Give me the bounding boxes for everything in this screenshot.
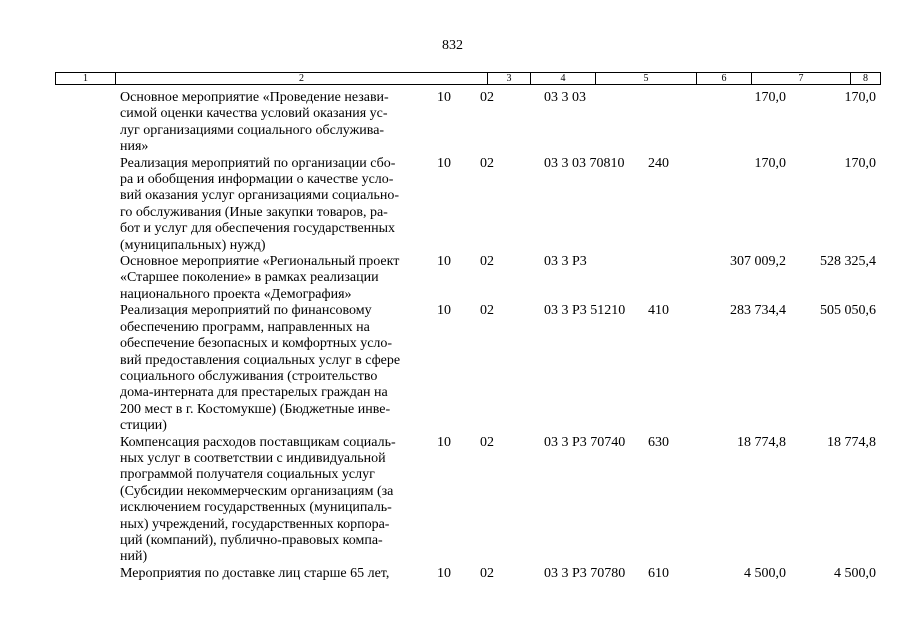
subsection-code: 02 — [480, 155, 494, 171]
amount-column-8: 18 774,8 — [827, 434, 876, 450]
description-line: Основное мероприятие «Проведение незави- — [120, 90, 389, 105]
description-line: Компенсация расходов поставщикам социаль- — [120, 434, 396, 450]
description-line: ных услуг в соответствии с индивидуальной — [120, 450, 386, 466]
row-description — [120, 156, 425, 254]
target-article-code: 03 3 P3 — [544, 254, 587, 270]
column-header-6: 6 — [696, 73, 751, 84]
description-line: социального обслуживания (строительство — [120, 368, 378, 384]
table-row — [0, 435, 905, 566]
subsection-code: 02 — [480, 254, 494, 270]
description-line: ций (компаний), публично-правовых компа- — [120, 532, 383, 548]
column-header-7: 7 — [751, 73, 850, 84]
section-code: 10 — [437, 155, 451, 171]
description-line: исключением государственных (муниципаль- — [120, 500, 392, 516]
amount-column-8: 170,0 — [844, 90, 876, 105]
description-line: Реализация мероприятий по организации сбо- — [120, 155, 396, 171]
subsection-code: 02 — [480, 434, 494, 450]
row-description — [120, 303, 425, 434]
description-line: (Субсидии некоммерческим организациям (за — [120, 483, 394, 499]
row-description — [120, 254, 425, 303]
table-row — [0, 303, 905, 434]
page-number: 832 — [442, 38, 463, 53]
description-line: обеспечению программ, направленных на — [120, 319, 370, 335]
subsection-code: 02 — [480, 90, 494, 105]
description-line: ра и обобщения информации о качестве усло- — [120, 172, 394, 188]
amount-column-7: 283 734,4 — [730, 303, 786, 319]
expense-type-code: 410 — [648, 303, 669, 319]
amount-column-8: 505 050,6 — [820, 303, 876, 319]
table-row — [0, 566, 905, 582]
description-line: вий оказания услуг организациями социально- — [120, 188, 400, 204]
expense-type-code: 240 — [648, 155, 669, 171]
section-code: 10 — [437, 90, 451, 105]
expense-type-code: 630 — [648, 434, 669, 450]
description-line: национального проекта «Демография» — [120, 286, 352, 302]
amount-column-8: 170,0 — [844, 155, 876, 171]
amount-column-7: 4 500,0 — [744, 565, 786, 581]
section-code: 10 — [437, 303, 451, 319]
amount-column-7: 170,0 — [754, 155, 786, 171]
budget-table-body — [0, 90, 905, 582]
description-line: вий предоставления социальных услуг в сфере — [120, 352, 401, 368]
description-line: Реализация мероприятий по финансовому — [120, 303, 372, 319]
column-header-4: 4 — [530, 73, 595, 84]
description-line: бот и услуг для обеспечения государственных — [120, 221, 395, 237]
description-line: Основное мероприятие «Региональный проект — [120, 254, 400, 270]
subsection-code: 02 — [480, 303, 494, 319]
description-line: «Старшее поколение» в рамках реализации — [120, 270, 379, 286]
table-row — [0, 90, 905, 156]
target-article-code: 03 3 P3 51210 — [544, 303, 626, 319]
section-code: 10 — [437, 254, 451, 270]
description-line: обеспечение безопасных и комфортных усло- — [120, 336, 393, 352]
description-line: симой оценки качества условий оказания ус- — [120, 106, 388, 122]
target-article-code: 03 3 P3 70780 — [544, 565, 626, 581]
expense-type-code: 610 — [648, 565, 669, 581]
target-article-code: 03 3 03 70810 — [544, 155, 625, 171]
amount-column-8: 528 325,4 — [820, 254, 876, 270]
column-header-3: 3 — [487, 73, 530, 84]
description-line: дома-интерната для престарелых граждан на — [120, 385, 388, 401]
description-line: стиции) — [120, 418, 167, 434]
amount-column-8: 4 500,0 — [834, 565, 876, 581]
section-code: 10 — [437, 565, 451, 581]
row-description — [120, 435, 425, 566]
amount-column-7: 307 009,2 — [730, 254, 786, 270]
description-line: го обслуживания (Иные закупки товаров, ра- — [120, 204, 388, 220]
description-line: ных) учреждений, государственных корпора- — [120, 516, 390, 532]
column-header-1: 1 — [83, 73, 88, 84]
table-column-numbers-header — [55, 72, 881, 85]
target-article-code: 03 3 P3 70740 — [544, 434, 626, 450]
amount-column-7: 18 774,8 — [737, 434, 786, 450]
target-article-code: 03 3 03 — [544, 90, 586, 105]
description-line: Мероприятия по доставке лиц старше 65 лет, — [120, 565, 390, 581]
description-line: ний) — [120, 549, 148, 565]
column-header-5: 5 — [595, 73, 696, 84]
description-line: луг организациями социального обслужива- — [120, 122, 385, 138]
amount-column-7: 170,0 — [754, 90, 786, 105]
row-description — [120, 566, 425, 582]
column-header-2: 2 — [115, 73, 487, 84]
description-line: 200 мест в г. Костомукше) (Бюджетные инве- — [120, 401, 391, 417]
row-description — [120, 90, 425, 156]
column-header-8: 8 — [850, 73, 880, 84]
section-code: 10 — [437, 434, 451, 450]
table-row — [0, 156, 905, 254]
table-row — [0, 254, 905, 303]
description-line: программой получателя социальных услуг — [120, 467, 375, 483]
description-line: ния» — [120, 139, 149, 155]
description-line: (муниципальных) нужд) — [120, 237, 266, 253]
subsection-code: 02 — [480, 565, 494, 581]
